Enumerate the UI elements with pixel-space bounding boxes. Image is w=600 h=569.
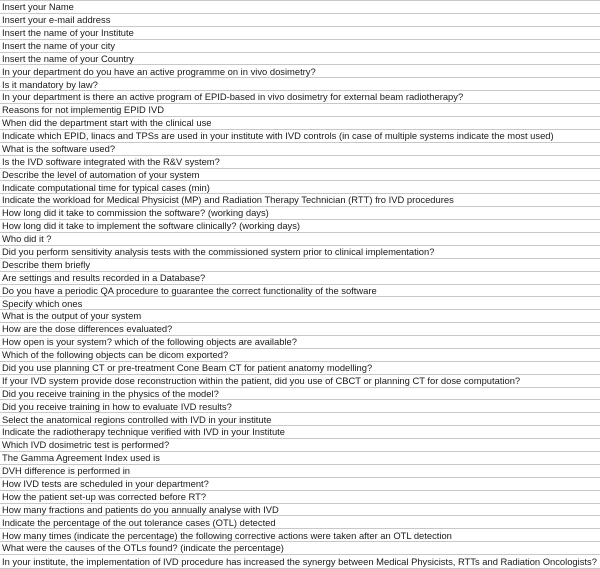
question-row: Which IVD dosimetric test is performed? <box>0 439 600 452</box>
question-row: Describe the level of automation of your system <box>0 169 600 182</box>
question-row: Insert your e-mail address <box>0 14 600 27</box>
question-row: What is the software used? <box>0 143 600 156</box>
question-row: Is it mandatory by law? <box>0 78 600 91</box>
question-row: How many fractions and patients do you annually analyse with IVD <box>0 504 600 517</box>
question-row: Indicate the radiotherapy technique verified with IVD in your Institute <box>0 426 600 439</box>
question-row: What were the causes of the OTLs found? (indicate the percentage) <box>0 542 600 555</box>
question-row: DVH difference is performed in <box>0 465 600 478</box>
question-row: Reasons for not implementig EPID IVD <box>0 104 600 117</box>
question-row: How the patient set-up was corrected before RT? <box>0 491 600 504</box>
question-row: Insert the name of your Institute <box>0 27 600 40</box>
question-row: If your IVD system provide dose reconstruction within the patient, did you use of CBCT or planning CT for dose computation? <box>0 375 600 388</box>
question-row: Insert the name of your Country <box>0 53 600 66</box>
question-row: How IVD tests are scheduled in your department? <box>0 478 600 491</box>
question-row: Indicate the percentage of the out tolerance cases (OTL) detected <box>0 516 600 529</box>
question-row: How open is your system? which of the following objects are available? <box>0 336 600 349</box>
question-row: When did the department start with the clinical use <box>0 117 600 130</box>
question-row: What is the output of your system <box>0 310 600 323</box>
question-row: In your department do you have an active programme on in vivo dosimetry? <box>0 65 600 78</box>
question-row: Did you receive training in the physics of the model? <box>0 388 600 401</box>
question-row: In your institute, the implementation of IVD procedure has increased the synergy between Medical Physicists, RTTs and Radiation Oncologists? <box>2 555 597 567</box>
question-row: Indicate the workload for Medical Physicist (MP) and Radiation Therapy Technician (RTT) fro IVD procedures <box>0 194 600 207</box>
question-row: Which of the following objects can be dicom exported? <box>0 349 600 362</box>
question-row: Who did it ? <box>0 233 600 246</box>
question-row: How many times (indicate the percentage) the following corrective actions were taken after an OTL detection <box>0 529 600 542</box>
question-row: How long did it take to commission the software? (working days) <box>0 207 600 220</box>
question-row: Insert the name of your city <box>0 40 600 53</box>
question-row: How are the dose differences evaluated? <box>0 323 600 336</box>
question-row: Insert your Name <box>0 1 600 14</box>
question-row: Select the anatomical regions controlled with IVD in your institute <box>0 413 600 426</box>
question-row: How long did it take to implement the software clinically? (working days) <box>0 220 600 233</box>
question-row: Are settings and results recorded in a Database? <box>0 272 600 285</box>
question-row: Did you receive training in how to evaluate IVD results? <box>0 400 600 413</box>
question-row: In your department is there an active program of EPID-based in vivo dosimetry for external beam radiotherapy? <box>0 91 600 104</box>
question-row: Describe them briefly <box>0 259 600 272</box>
question-row: The Gamma Agreement Index used is <box>0 452 600 465</box>
question-row: Do you have a periodic QA procedure to guarantee the correct functionality of the software <box>0 285 600 298</box>
question-row: Specify which ones <box>0 297 600 310</box>
question-row: Indicate computational time for typical cases (min) <box>0 181 600 194</box>
question-row: Did you perform sensitivity analysis tests with the commissioned system prior to clinical implementation? <box>0 246 600 259</box>
question-row: Indicate which EPID, linacs and TPSs are used in your institute with IVD controls (in case of multiple systems indicate the most used) <box>0 130 600 143</box>
question-row: Is the IVD software integrated with the R&V system? <box>0 156 600 169</box>
question-row: Did you use planning CT or pre-treatment Cone Beam CT for patient anatomy modelling? <box>0 362 600 375</box>
